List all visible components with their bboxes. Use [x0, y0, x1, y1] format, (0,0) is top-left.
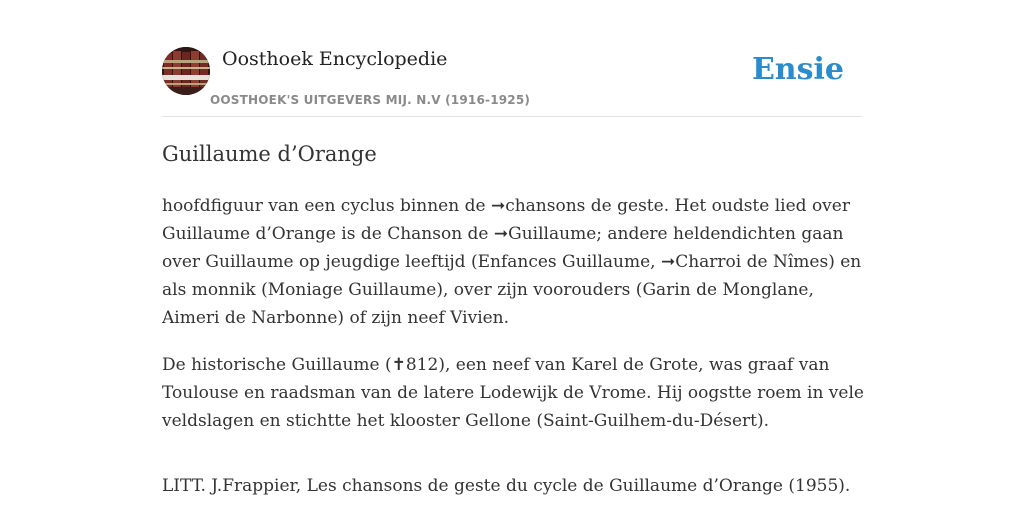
arrow-right-icon: ➞ — [660, 252, 676, 272]
xref-link-charroi-de-nimes[interactable] — [661, 252, 828, 272]
books-icon — [162, 47, 210, 95]
encyclopedia-books-avatar[interactable] — [162, 47, 210, 95]
arrow-right-icon: ➞ — [490, 196, 506, 216]
xref-label: Guillaume — [508, 224, 597, 244]
paragraph-text: . Het oudste lied over Guillaume d’Orange is de Chanson de — [162, 196, 850, 244]
xref-label: Charroi de Nîmes — [675, 252, 829, 272]
site-header — [162, 46, 862, 117]
paragraph-text: ; andere heldendichten gaan over Guillaume op jeugdige leeftijd (Enfances Guillaume, — [162, 224, 844, 272]
article-literature: LITT. J.Frappier, Les chansons de geste du cycle de Guillaume d’Orange (1955). — [162, 476, 851, 496]
paragraph-text: hoofdfiguur van een cyclus binnen de — [162, 196, 491, 216]
xref-label: chansons de geste — [505, 196, 664, 216]
article-paragraph-history: De historische Guillaume (✝812), een neef van Karel de Grote, was graaf van Toulouse en raadsman van de latere Lodewijk de Vrome. Hij oogstte roem in vele veldslagen en stichtte het klooster Gellone (Saint-Guilhem-du-Désert). — [162, 355, 864, 431]
article-title: Guillaume d’Orange — [162, 142, 377, 166]
xref-link-chansons-de-geste[interactable] — [491, 196, 664, 216]
arrow-right-icon: ➞ — [493, 224, 509, 244]
site-name[interactable]: Oosthoek Encyclopedie — [222, 48, 448, 70]
ensie-logo-link[interactable]: Ensie — [751, 52, 844, 87]
article-body — [162, 192, 867, 512]
article-paragraph-definition — [162, 192, 867, 332]
publisher-subtitle: OOSTHOEK'S UITGEVERS MIJ. N.V (1916-1925) — [210, 93, 531, 107]
xref-link-guillaume[interactable] — [494, 224, 596, 244]
paragraph-text: ) en als monnik (Moniage Guillaume), over zijn voorouders (Garin de Monglane, Aimeri de Narbonne) of zijn neef Vivien. — [162, 252, 862, 328]
